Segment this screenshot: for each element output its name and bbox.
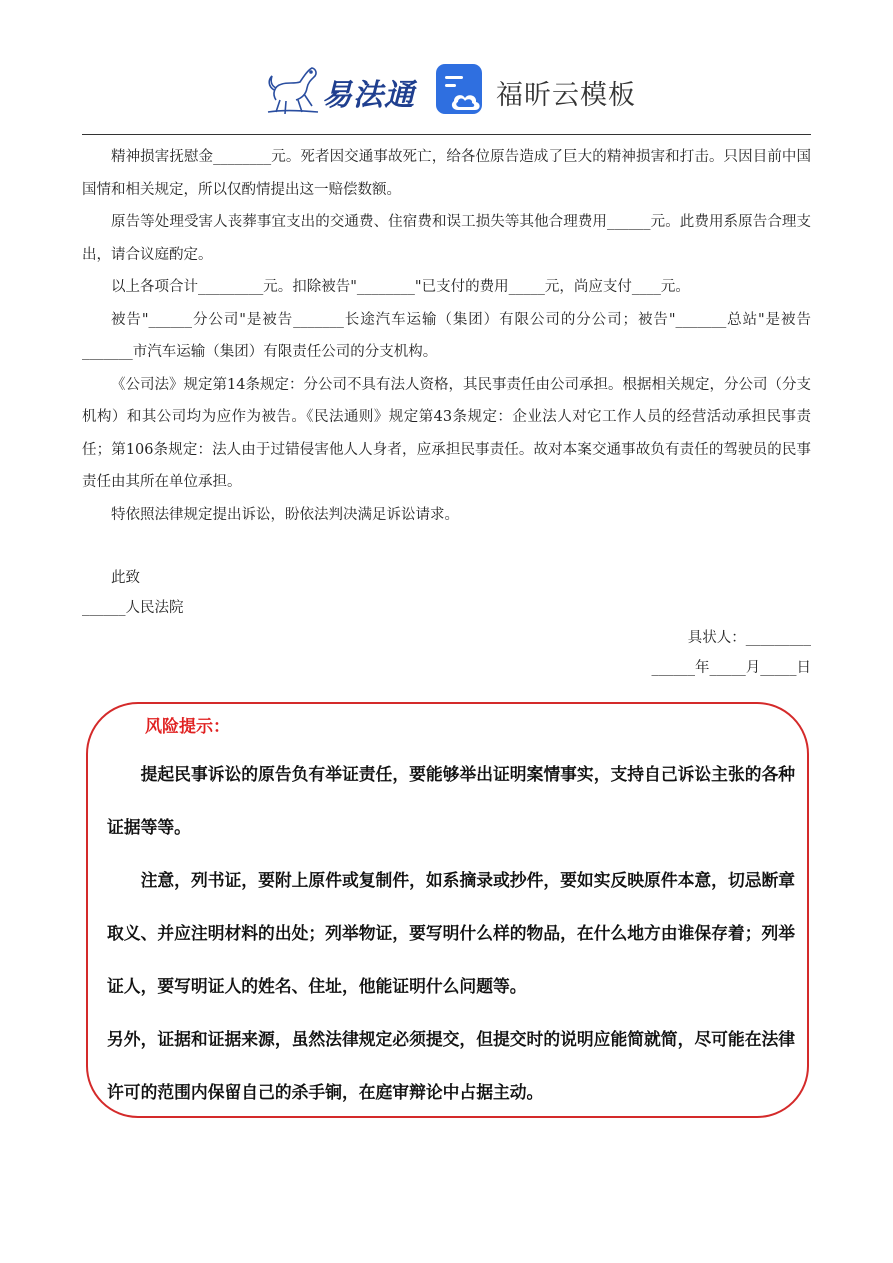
risk-title: 风险提示： [145,717,230,737]
fuxin-logo-text: 福昕云模板 [496,80,636,111]
risk-warning-box [86,702,809,1118]
risk-content [107,748,797,1119]
paragraph-mental-damage: 精神损害抚慰金________元。死者因交通事故死亡，给各位原告造成了巨大的精神损害和打击。只因目前中国国情和相关规定，所以仅酌情提出这一赔偿数额。 [82,149,811,198]
date-line: ______年_____月_____日 [651,660,811,676]
salutation: 此致 [111,570,140,586]
risk-paragraph-strategy: 另外，证据和证据来源，虽然法律规定必须提交，但提交时的说明应能简就简，尽可能在法律许可的范围内保留自己的杀手锏，在庭审辩论中占据主动。 [107,1029,796,1102]
paragraph-funeral-costs: 原告等处理受害人丧葬事宜支出的交通费、住宿费和误工损失等其他合理费用______元。此费用系原告合理支出，请合议庭酌定。 [82,214,811,263]
complaint-body [82,141,811,683]
court-name: ______人民法院 [82,600,184,616]
document-header [0,0,893,138]
yifatong-logo [262,60,422,118]
paragraph-request: 特依照法律规定提出诉讼，盼依法判决满足诉讼请求。 [111,506,459,523]
paragraph-total: 以上各项合计_________元。扣除被告"________"已支付的费用_____元，尚应支付____元。 [111,279,690,295]
horse-icon [262,60,324,118]
cloud-doc-app-icon [436,64,486,116]
yifatong-logo-text: 易法通 [322,78,415,113]
paragraph-defendants: 被告"______分公司"是被告_______长途汽车运输（集团）有限公司的分公司；被告"_______总站"是被告_______市汽车运输（集团）有限责任公司的分支机构。 [82,311,811,360]
paragraph-legal-basis: 《公司法》规定第14条规定：分公司不具有法人资格，其民事责任由公司承担。根据相关规定，分公司（分支机构）和其公司均为应作为被告。《民法通则》规定第43条规定：企业法人对它工作人员的经营活动承担民事责任；第106条规定：法人由于过错侵害他人人身者，应承担民事责任。故对本案交通事故负有责任的驾驶员的民事责任由其所在单位承担。 [82,376,811,490]
risk-paragraph-evidence-listing: 注意，列书证，要附上原件或复制件，如系摘录或抄件，要如实反映原件本意，切忌断章取义、并应注明材料的出处；列举物证，要写明什么样的物品，在什么地方由谁保存着；列举证人，要写明证人的姓名、住址，他能证明什么问题等。 [107,870,796,996]
fuxin-template-logo [436,64,656,118]
risk-paragraph-burden: 提起民事诉讼的原告负有举证责任，要能够举出证明案情事实，支持自己诉讼主张的各种证据等等。 [107,764,796,837]
signer-line: 具状人：_________ [687,630,811,646]
header-divider [82,134,811,135]
